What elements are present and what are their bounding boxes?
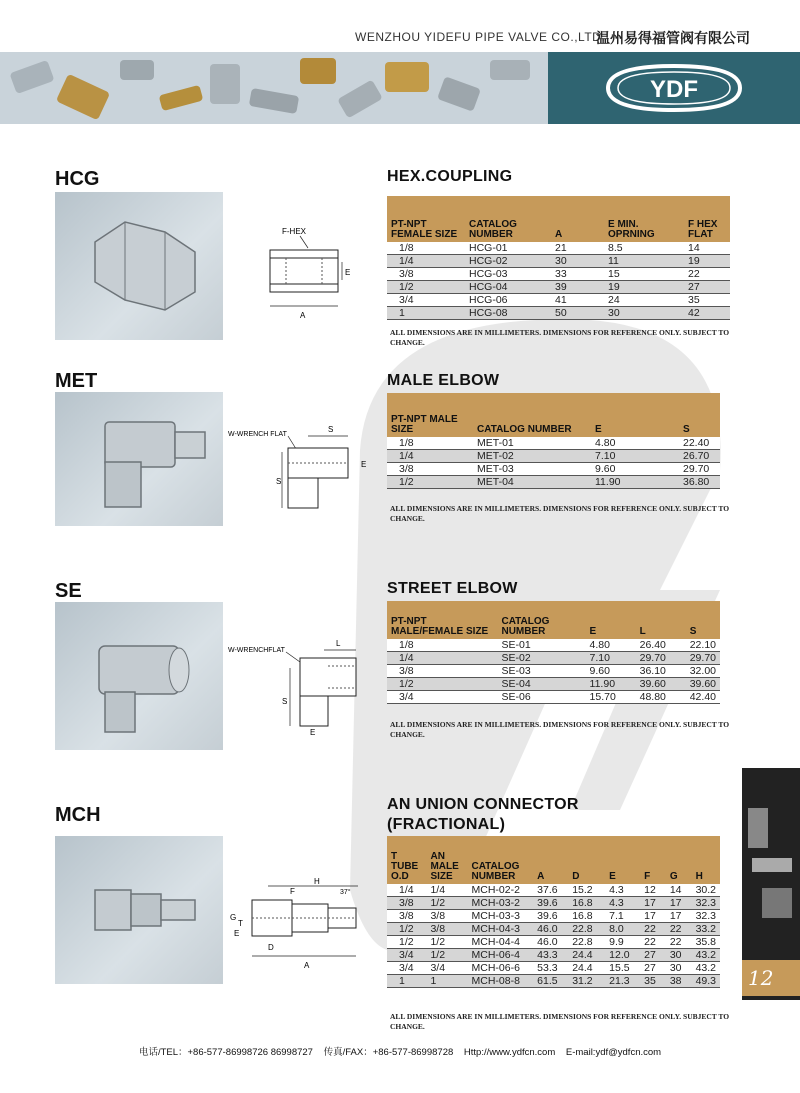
table-cell: MCH-02-2: [467, 884, 533, 897]
diagram-label: A: [304, 961, 310, 970]
table-cell: MCH-03-3: [467, 910, 533, 923]
table-header: A: [551, 196, 604, 242]
table-cell: HCG-02: [465, 255, 551, 268]
table-cell: 15: [604, 268, 684, 281]
table-header: S: [679, 393, 720, 437]
table-cell: 1: [426, 975, 467, 988]
table-cell: 15.2: [568, 884, 605, 897]
diagram-hcg: [260, 222, 370, 322]
table-header: S: [686, 601, 720, 639]
product-photo-met: [55, 392, 223, 526]
spec-table-se: [387, 601, 720, 704]
table-row: [387, 678, 720, 691]
table-cell: 39: [551, 281, 604, 294]
diagram-label: S: [276, 477, 282, 486]
table-cell: 32.3: [692, 910, 720, 923]
table-cell: 9.9: [605, 936, 640, 949]
table-cell: 16.8: [568, 910, 605, 923]
diagram-label: T: [238, 919, 243, 928]
table-cell: 16.8: [568, 897, 605, 910]
table-cell: 12.0: [605, 949, 640, 962]
table-cell: 3/8: [387, 897, 426, 910]
table-row: [387, 949, 720, 962]
diagram-label: L: [336, 639, 341, 648]
diagram-label: D: [268, 943, 274, 952]
dimensions-note: ALL DIMENSIONS ARE IN MILLIMETERS. DIMENSIONS FOR REFERENCE ONLY. SUBJECT TO CHANGE.: [390, 1012, 730, 1031]
table-cell: HCG-06: [465, 294, 551, 307]
section-title: STREET ELBOW: [387, 580, 518, 597]
table-cell: 22: [666, 923, 692, 936]
company-logo: [548, 52, 800, 124]
section-code: SE: [55, 580, 82, 602]
table-cell: 46.0: [533, 923, 568, 936]
diagram-label: S: [282, 697, 288, 706]
table-row: [387, 897, 720, 910]
table-cell: 1/2: [426, 897, 467, 910]
table-cell: HCG-08: [465, 307, 551, 320]
table-cell: 39.60: [636, 678, 686, 691]
table-cell: 22: [684, 268, 730, 281]
table-cell: MET-01: [473, 437, 591, 450]
logo-text: YDF: [650, 76, 698, 103]
diagram-label: A: [300, 311, 306, 320]
table-cell: 15.70: [586, 691, 636, 704]
table-cell: 1/4: [426, 884, 467, 897]
table-header: PT-NPT MALE/FEMALE SIZE: [387, 601, 497, 639]
table-row: [387, 463, 720, 476]
table-cell: 1/2: [387, 923, 426, 936]
product-photo-mch: [55, 836, 223, 984]
diagram-label: E: [361, 460, 367, 469]
table-header: E: [605, 836, 640, 884]
table-cell: 1/2: [426, 949, 467, 962]
table-header: PT-NPT FEMALE SIZE: [387, 196, 465, 242]
diagram-label: E: [310, 728, 316, 737]
table-cell: 26.40: [636, 639, 686, 652]
table-header: CATALOG NUMBER: [467, 836, 533, 884]
table-cell: 3/4: [426, 962, 467, 975]
table-cell: 11: [604, 255, 684, 268]
table-cell: MET-03: [473, 463, 591, 476]
table-cell: 1/4: [387, 450, 473, 463]
table-header: E: [586, 601, 636, 639]
table-cell: SE-01: [497, 639, 585, 652]
table-cell: 15.5: [605, 962, 640, 975]
table-cell: 61.5: [533, 975, 568, 988]
table-cell: 33: [551, 268, 604, 281]
table-cell: 3/4: [387, 691, 497, 704]
footer-fax: 传真/FAX：+86-577-86998728: [323, 1047, 454, 1058]
table-row: [387, 437, 720, 450]
dimensions-note: ALL DIMENSIONS ARE IN MILLIMETERS. DIMENSIONS FOR REFERENCE ONLY. SUBJECT TO CHANGE.: [390, 504, 730, 523]
table-header: T TUBE O.D: [387, 836, 426, 884]
table-row: [387, 923, 720, 936]
table-header: CATALOG NUMBER: [465, 196, 551, 242]
table-cell: 22: [666, 936, 692, 949]
table-cell: 3/8: [387, 463, 473, 476]
table-row: [387, 255, 730, 268]
company-name-en: WENZHOU YIDEFU PIPE VALVE CO.,LTD.: [355, 30, 606, 44]
table-cell: MCH-06-6: [467, 962, 533, 975]
table-header: E: [591, 393, 679, 437]
table-cell: 35.8: [692, 936, 720, 949]
table-cell: 43.3: [533, 949, 568, 962]
diagram-label: S: [328, 425, 334, 434]
table-cell: 1/8: [387, 639, 497, 652]
table-cell: 30.2: [692, 884, 720, 897]
table-cell: 1/8: [387, 437, 473, 450]
table-cell: 32.3: [692, 897, 720, 910]
table-cell: 1/2: [387, 476, 473, 489]
dimensions-note: ALL DIMENSIONS ARE IN MILLIMETERS. DIMENSIONS FOR REFERENCE ONLY. SUBJECT TO CHANGE.: [390, 720, 730, 739]
section-title: HEX.COUPLING: [387, 168, 513, 185]
table-cell: 43.2: [692, 949, 720, 962]
table-cell: 30: [604, 307, 684, 320]
diagram-label: E: [345, 268, 351, 277]
table-header: F HEX FLAT: [684, 196, 730, 242]
table-header: AN MALE SIZE: [426, 836, 467, 884]
table-cell: 4.3: [605, 897, 640, 910]
footer-email-link[interactable]: E-mail:ydf@ydfcn.com: [565, 1047, 662, 1058]
table-cell: MCH-03-2: [467, 897, 533, 910]
table-cell: 24.4: [568, 949, 605, 962]
table-cell: 39.6: [533, 897, 568, 910]
table-cell: 35: [640, 975, 666, 988]
table-cell: 46.0: [533, 936, 568, 949]
table-header: L: [636, 601, 686, 639]
table-header: CATALOG NUMBER: [497, 601, 585, 639]
section-subtitle: (FRACTIONAL): [387, 816, 506, 833]
table-cell: 43.2: [692, 962, 720, 975]
table-cell: 22: [640, 923, 666, 936]
table-cell: 19: [604, 281, 684, 294]
table-cell: 26.70: [679, 450, 720, 463]
diagram-label: F-HEX: [282, 227, 306, 236]
table-cell: 7.10: [591, 450, 679, 463]
table-row: [387, 476, 720, 489]
table-cell: 7.10: [586, 652, 636, 665]
diagram-label: G: [230, 913, 237, 922]
table-cell: 1/2: [387, 281, 465, 294]
table-row: [387, 307, 730, 320]
table-cell: HCG-01: [465, 242, 551, 255]
table-row: [387, 665, 720, 678]
diagram-se: [228, 638, 368, 738]
table-row: [387, 936, 720, 949]
table-cell: 38: [666, 975, 692, 988]
ydf-logo-icon: [548, 52, 800, 124]
table-header: G: [666, 836, 692, 884]
table-cell: 29.70: [679, 463, 720, 476]
table-cell: 33.2: [692, 923, 720, 936]
table-cell: 17: [666, 897, 692, 910]
table-cell: 11.90: [591, 476, 679, 489]
table-cell: 17: [640, 910, 666, 923]
table-cell: 22.40: [679, 437, 720, 450]
table-row: [387, 691, 720, 704]
table-cell: 14: [666, 884, 692, 897]
table-cell: 3/8: [426, 923, 467, 936]
table-cell: 17: [666, 910, 692, 923]
table-cell: 22: [640, 936, 666, 949]
table-cell: 3/8: [387, 268, 465, 281]
diagram-label: W-WRENCH FLAT: [228, 431, 287, 438]
table-cell: 1/8: [387, 242, 465, 255]
table-cell: 4.3: [605, 884, 640, 897]
table-header: E MIN. OPRNING: [604, 196, 684, 242]
table-row: [387, 268, 730, 281]
table-cell: 35: [684, 294, 730, 307]
table-cell: 42: [684, 307, 730, 320]
table-cell: 27: [684, 281, 730, 294]
table-cell: 8.5: [604, 242, 684, 255]
table-cell: 42.40: [686, 691, 720, 704]
table-cell: SE-04: [497, 678, 585, 691]
table-cell: 53.3: [533, 962, 568, 975]
footer-website-link[interactable]: Http://www.ydfcn.com: [463, 1047, 556, 1058]
table-header: H: [692, 836, 720, 884]
dimensions-note: ALL DIMENSIONS ARE IN MILLIMETERS. DIMENSIONS FOR REFERENCE ONLY. SUBJECT TO CHANGE.: [390, 328, 730, 347]
company-name-cn: 温州易得福管阀有限公司: [596, 30, 750, 46]
table-cell: 3/4: [387, 962, 426, 975]
section-title: MALE ELBOW: [387, 372, 500, 389]
table-cell: SE-02: [497, 652, 585, 665]
table-cell: MCH-04-3: [467, 923, 533, 936]
section-title: AN UNION CONNECTOR: [387, 796, 579, 813]
table-cell: 22.8: [568, 936, 605, 949]
table-cell: 27: [640, 949, 666, 962]
table-cell: 3/4: [387, 294, 465, 307]
table-row: [387, 242, 730, 255]
table-cell: 1/2: [387, 936, 426, 949]
table-cell: 12: [640, 884, 666, 897]
table-cell: 9.60: [591, 463, 679, 476]
table-cell: 1/4: [387, 652, 497, 665]
diagram-met: [228, 422, 368, 522]
table-cell: 41: [551, 294, 604, 307]
table-cell: 29.70: [636, 652, 686, 665]
table-cell: 24: [604, 294, 684, 307]
header-banner-image: [0, 52, 548, 124]
diagram-label: H: [314, 877, 320, 886]
table-cell: MCH-08-8: [467, 975, 533, 988]
table-cell: 29.70: [686, 652, 720, 665]
table-cell: 9.60: [586, 665, 636, 678]
table-row: [387, 639, 720, 652]
product-photo-se: [55, 602, 223, 750]
spec-table-met: [387, 393, 720, 489]
table-row: [387, 975, 720, 988]
table-cell: 1/2: [426, 936, 467, 949]
table-cell: 39.6: [533, 910, 568, 923]
product-photo-hcg: [55, 192, 223, 340]
table-cell: SE-06: [497, 691, 585, 704]
diagram-label: F: [290, 887, 295, 896]
table-cell: 3/4: [387, 949, 426, 962]
diagram-mch: [228, 876, 368, 976]
table-cell: 14: [684, 242, 730, 255]
diagram-label: W-WRENCHFLAT: [228, 647, 285, 654]
table-cell: 32.00: [686, 665, 720, 678]
table-cell: 30: [551, 255, 604, 268]
diagram-label: E: [234, 929, 240, 938]
table-cell: 31.2: [568, 975, 605, 988]
table-cell: 1: [387, 307, 465, 320]
footer-tel: 电话/TEL：+86-577-86998726 86998727: [138, 1047, 313, 1058]
contact-footer: [0, 1044, 800, 1058]
table-cell: HCG-03: [465, 268, 551, 281]
table-cell: 39.60: [686, 678, 720, 691]
table-cell: SE-03: [497, 665, 585, 678]
spec-table-hcg: [387, 196, 730, 320]
table-cell: HCG-04: [465, 281, 551, 294]
table-cell: 30: [666, 949, 692, 962]
table-cell: MCH-06-4: [467, 949, 533, 962]
table-cell: 37.6: [533, 884, 568, 897]
table-cell: 30: [666, 962, 692, 975]
table-cell: 19: [684, 255, 730, 268]
table-cell: 17: [640, 897, 666, 910]
table-row: [387, 450, 720, 463]
table-cell: MET-04: [473, 476, 591, 489]
table-cell: 24.4: [568, 962, 605, 975]
table-cell: 48.80: [636, 691, 686, 704]
table-cell: 21: [551, 242, 604, 255]
table-cell: 1/2: [387, 678, 497, 691]
table-cell: 4.80: [586, 639, 636, 652]
table-cell: 4.80: [591, 437, 679, 450]
table-cell: 7.1: [605, 910, 640, 923]
table-cell: 8.0: [605, 923, 640, 936]
table-cell: 36.10: [636, 665, 686, 678]
table-cell: 1/4: [387, 255, 465, 268]
table-row: [387, 294, 730, 307]
table-cell: 21.3: [605, 975, 640, 988]
table-cell: 3/8: [426, 910, 467, 923]
section-code: MCH: [55, 804, 101, 826]
table-row: [387, 962, 720, 975]
table-header: F: [640, 836, 666, 884]
table-header: A: [533, 836, 568, 884]
table-cell: 50: [551, 307, 604, 320]
diagram-label: 37°: [340, 889, 351, 896]
table-cell: 36.80: [679, 476, 720, 489]
table-header: D: [568, 836, 605, 884]
table-cell: 3/8: [387, 910, 426, 923]
spec-table-mch: [387, 836, 720, 988]
table-cell: 3/8: [387, 665, 497, 678]
table-cell: 1/4: [387, 884, 426, 897]
table-row: [387, 281, 730, 294]
section-code: MET: [55, 370, 98, 392]
page-number: 12: [748, 966, 774, 990]
table-header: CATALOG NUMBER: [473, 393, 591, 437]
table-cell: 11.90: [586, 678, 636, 691]
table-cell: 22.10: [686, 639, 720, 652]
table-row: [387, 884, 720, 897]
table-row: [387, 652, 720, 665]
table-cell: MET-02: [473, 450, 591, 463]
table-cell: 22.8: [568, 923, 605, 936]
table-header: PT-NPT MALE SIZE: [387, 393, 473, 437]
table-cell: 1: [387, 975, 426, 988]
section-code: HCG: [55, 168, 100, 190]
table-cell: 27: [640, 962, 666, 975]
table-cell: 49.3: [692, 975, 720, 988]
table-cell: MCH-04-4: [467, 936, 533, 949]
table-row: [387, 910, 720, 923]
